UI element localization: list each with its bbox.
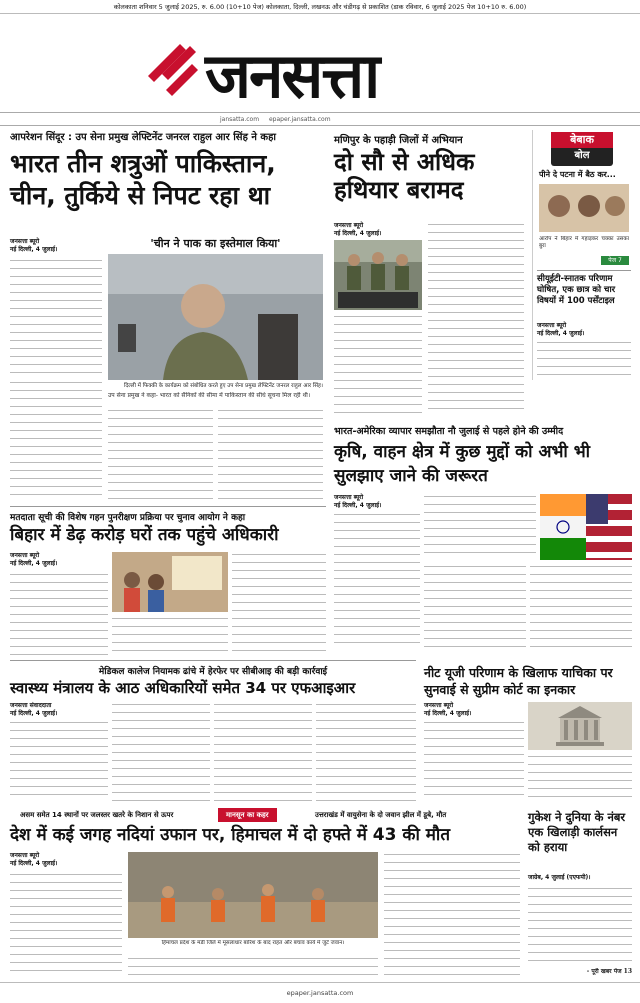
trade-headline: कृषि, वाहन क्षेत्र में कुछ मुद्दों को अभी भी सुलझाए जाने की जरूरत [334, 442, 591, 486]
neet-byline: जनसत्ता ब्यूरो नई दिल्ली, 4 जुलाई। [424, 702, 472, 717]
neet-photo [528, 702, 632, 750]
neet-body-col1 [424, 720, 524, 802]
lead-subhead: 'चीन ने पाक का इस्तेमाल किया' [150, 237, 281, 250]
cuet-body [537, 340, 631, 376]
badge-top: बेबाक [551, 132, 613, 148]
masthead [0, 14, 640, 112]
cbi-kicker: मेडिकल कालेज नियामक ढांचे में हेरफेर पर सीबीआइ की बड़ी कार्रवाई [98, 667, 328, 677]
neet-headline: नीट यूजी परिणाम के खिलाफ याचिका पर सुनवाई से सुप्रीम कोर्ट का इनकार [424, 665, 613, 697]
gukesh-body [528, 886, 632, 966]
supreme-court-icon [528, 702, 632, 750]
monsoon-byline: जनसत्ता ब्यूरो नई दिल्ली, 4 जुलाई। [10, 852, 58, 867]
gukesh-headline: गुकेश ने दुनिया के नंबर एक खिलाड़ी कार्लसन को हराया [528, 810, 626, 854]
cbi-body-col2 [112, 702, 210, 802]
sidebar-divider [537, 270, 631, 271]
cbi-body-col1 [10, 720, 108, 802]
epaper-url[interactable]: epaper.jansatta.com [268, 116, 331, 123]
cuet-byline: जनसत्ता ब्यूरो नई दिल्ली, 4 जुलाई। [537, 322, 585, 337]
site-url[interactable]: jansatta.com [220, 116, 260, 123]
sidebar-note: आरोप ने बिहार में गहाड़कर चक्का उसका बुरा [539, 236, 629, 249]
lead-byline: जनसत्ता ब्यूरो नई दिल्ली, 4 जुलाई। [10, 238, 58, 253]
cbi-body-col3 [214, 702, 312, 802]
bihar-rule [10, 506, 326, 507]
cbi-body-col4 [316, 702, 416, 802]
trade-body-col4 [530, 564, 632, 648]
manipur-body-col1 [334, 314, 422, 414]
cbi-rule [10, 660, 416, 661]
flood-rescue-icon [128, 852, 378, 938]
lead-body-col3 [218, 408, 323, 500]
sidebar-page-tag[interactable]: पेज 7 [601, 256, 629, 265]
neet-body-col2 [528, 754, 632, 802]
bebaak-badge[interactable] [551, 132, 613, 166]
trade-body-col2 [424, 494, 536, 560]
strap-mid: मानसून का कहर [218, 808, 277, 822]
trade-photo [540, 494, 632, 560]
masthead-urls [0, 112, 640, 126]
trade-byline: जनसत्ता ब्यूरो नई दिल्ली, 4 जुलाई। [334, 494, 382, 509]
monsoon-body-col1 [10, 872, 122, 976]
manipur-headline: दो सौ से अधिक हथियार बरामद [334, 148, 475, 204]
trade-kicker: भारत-अमेरिका व्यापार समझौता नौ जुलाई से पहले होने की उम्मीद [334, 426, 564, 437]
flags-icon [540, 494, 632, 560]
cbi-byline: जनसत्ता संवाददाता नई दिल्ली, 4 जुलाई। [10, 702, 58, 717]
voters-photo-icon [112, 552, 228, 612]
sidebar [532, 130, 632, 380]
monsoon-photo [128, 852, 378, 938]
cbi-headline: स्वास्थ्य मंत्रालय के आठ अधिकारियों समेत 34 पर एफआइआर [10, 679, 356, 697]
dateline: कोलकाता शनिवार 5 जुलाई 2025, रु. 6.00 (10+10 पेज) कोलकाता, दिल्ली, लखनऊ और चंडीगढ़ से प्रकाशित (डाक रविवार, 6 जुलाई 2025 पेज 10+10 रु. 6.00) [0, 0, 640, 14]
bihar-body-col2 [112, 616, 228, 656]
footer-url[interactable]: epaper.jansatta.com [0, 982, 640, 1003]
trade-body-col1 [334, 512, 420, 648]
gukesh-more-link[interactable]: - पूरी खबर पेज 13 [586, 968, 632, 975]
bihar-kicker: मतदाता सूची की विशेष गहन पुनरीक्षण प्रक्रिया पर चुनाव आयोग ने कहा [10, 513, 246, 523]
monsoon-headline: देश में कई जगह नदियां उफान पर, हिमाचल में दो हफ्ते में 43 की मौत [10, 825, 451, 845]
sidebar-photo [539, 184, 629, 232]
monsoon-caption: हिमाचल प्रदेश के मंडी जिले में मूसलाधार बारिश के बाद राहत और बचाव कार्य में जुटे जवान। [161, 940, 345, 946]
trade-body-col3 [424, 564, 526, 648]
lead-caption: दिल्ली में फिक्की के कार्यक्रम को संबोधित करते हुए उप सेना प्रमुख लेफ्टिनेंट जनरल राहुल आर सिंह। [123, 383, 323, 389]
gukesh-byline: जाग्रेब, 4 जुलाई (एएफपी)। [528, 874, 591, 881]
lead-body-col2 [108, 408, 213, 500]
weapons-photo-icon [334, 240, 422, 310]
bihar-photo [112, 552, 228, 612]
badge-bottom: बोल [574, 150, 590, 161]
lead-kicker: आपरेशन सिंदूर : उप सेना प्रमुख लेफ्टिनेंट जनरल राहुल आर सिंह ने कहा [10, 132, 276, 143]
sidebar-sub: पीने दे पटना में बैठ कर... [539, 170, 616, 179]
strap-right: उत्तराखंड में वायुसेना के दो जवान झील में डूबे, मौत [315, 811, 447, 819]
officer-photo-icon [108, 254, 323, 380]
manipur-photo [334, 240, 422, 310]
bihar-headline: बिहार में डेढ़ करोड़ घरों तक पहुंचे अधिकारी [10, 525, 279, 545]
bihar-body-col1 [10, 572, 108, 656]
manipur-body-col2 [428, 222, 524, 414]
lead-headline: भारत तीन शत्रुओं पाकिस्तान, चीन, तुर्किये से निपट रहा था [10, 149, 276, 210]
lead-body-col1b [10, 380, 102, 500]
monsoon-body-col3 [384, 852, 520, 976]
manipur-byline: जनसत्ता ब्यूरो नई दिल्ली, 4 जुलाई। [334, 222, 382, 237]
strap-left: असम समेत 14 स्थानों पर जलस्तर खतरे के निशान से ऊपर [20, 811, 174, 819]
masthead-title: जनसत्ता [205, 39, 379, 112]
monsoon-strap [10, 808, 510, 822]
lead-photo [108, 254, 323, 380]
manipur-kicker: मणिपुर के पहाड़ी जिलों में अभियान [334, 135, 463, 146]
portraits-icon [539, 184, 629, 232]
logo-stripes-icon [140, 40, 200, 100]
cuet-headline: सीयूईटी-स्नातक परिणाम घोषित, एक छात्र को चार विषयों में 100 पर्सेंटाइल [537, 274, 616, 306]
lead-teaser: उप सेना प्रमुख ने कहा- भारत को सैनिकों की सीमा में पाकिस्तान की सीधे सूचना मिल रही थी। [108, 392, 311, 399]
monsoon-body-col2 [128, 956, 378, 976]
bihar-byline: जनसत्ता ब्यूरो नई दिल्ली, 4 जुलाई। [10, 552, 58, 567]
lead-body-col1 [10, 258, 102, 378]
bihar-body-col3 [232, 552, 326, 656]
